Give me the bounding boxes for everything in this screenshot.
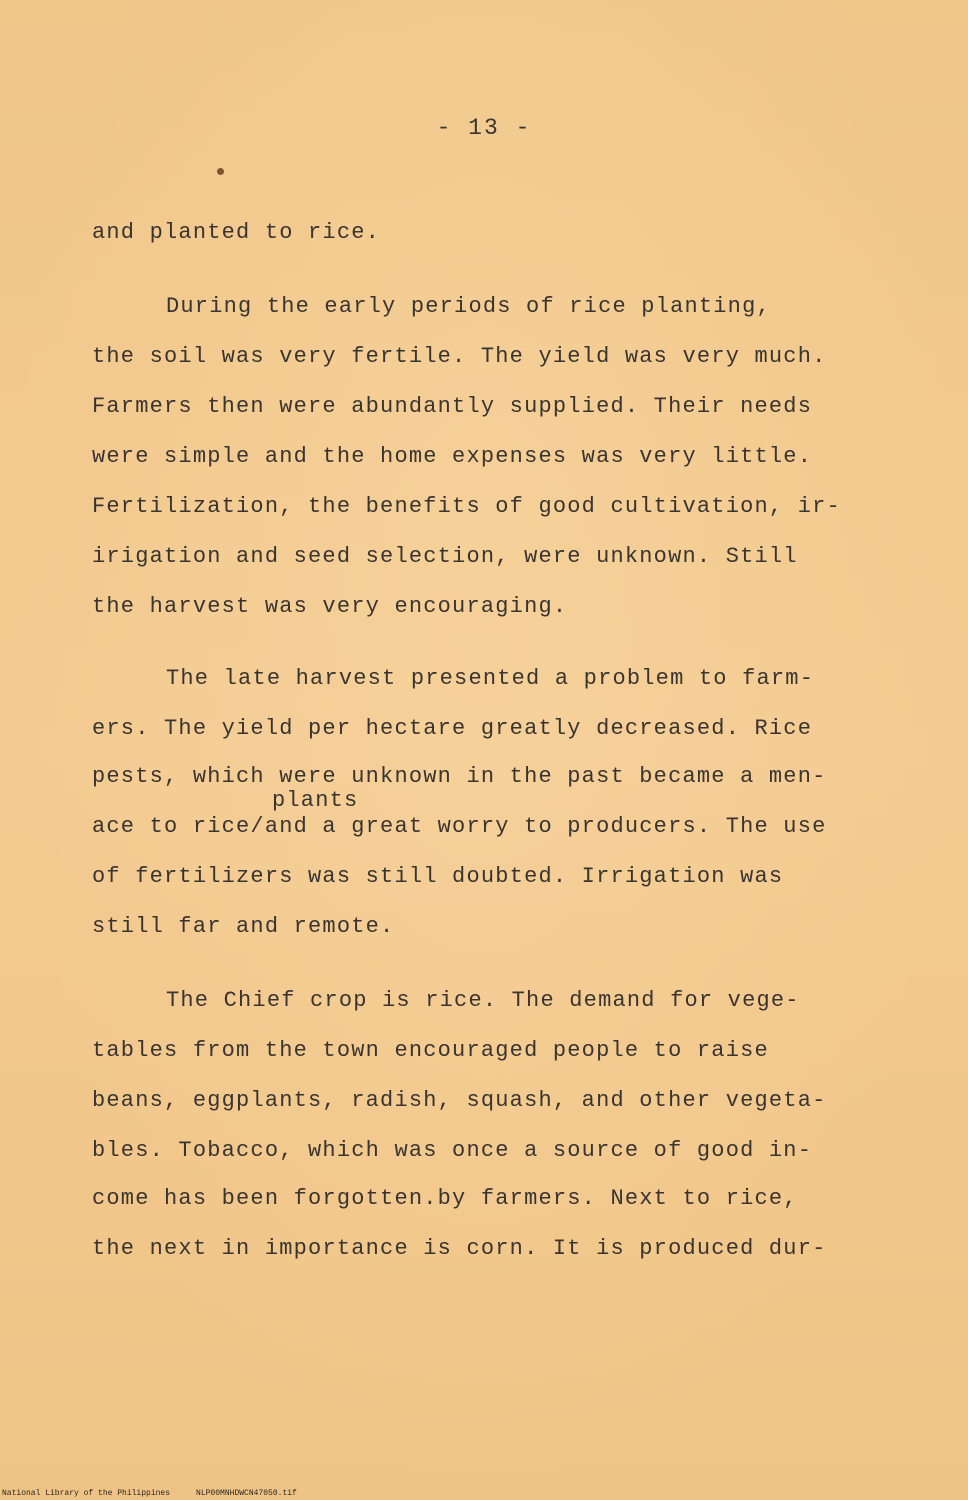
text-line: were simple and the home expenses was very little.: [92, 444, 813, 469]
text-line: beans, eggplants, radish, squash, and other vegeta-: [92, 1088, 827, 1113]
text-line: tables from the town encouraged people to raise: [92, 1038, 769, 1063]
text-line: the soil was very fertile. The yield was very much.: [92, 344, 827, 369]
footer-file: NLP00MNHDWCN47050.tif: [196, 1489, 297, 1498]
footer-library: National Library of the Philippines: [2, 1489, 171, 1498]
text-line: and planted to rice.: [92, 220, 381, 245]
text-line: pests, which were unknown in the past became a men-: [92, 764, 827, 789]
text-line: During the early periods of rice planting,: [166, 294, 771, 319]
text-line: irigation and seed selection, were unknown. Still: [92, 544, 798, 569]
text-line: bles. Tobacco, which was once a source of good in-: [92, 1138, 813, 1163]
ink-dot: [217, 168, 224, 175]
text-line: the next in importance is corn. It is produced dur-: [92, 1236, 827, 1261]
interlinear-insert: plants: [272, 788, 359, 813]
text-line: still far and remote.: [92, 914, 395, 939]
text-line: Farmers then were abundantly supplied. Their needs: [92, 394, 813, 419]
page-number: - 13 -: [436, 115, 532, 141]
text-line: ace to rice/and a great worry to producers. The use: [92, 814, 827, 839]
text-line: of fertilizers was still doubted. Irrigation was: [92, 864, 784, 889]
text-line: ers. The yield per hectare greatly decreased. Rice: [92, 716, 813, 741]
footer: [2, 1489, 297, 1498]
text-line: The Chief crop is rice. The demand for vege-: [166, 988, 800, 1013]
text-line: come has been forgotten.by farmers. Next to rice,: [92, 1186, 798, 1211]
text-line: the harvest was very encouraging.: [92, 594, 568, 619]
text-line: Fertilization, the benefits of good cultivation, ir-: [92, 494, 841, 519]
text-line: The late harvest presented a problem to farm-: [166, 666, 815, 691]
